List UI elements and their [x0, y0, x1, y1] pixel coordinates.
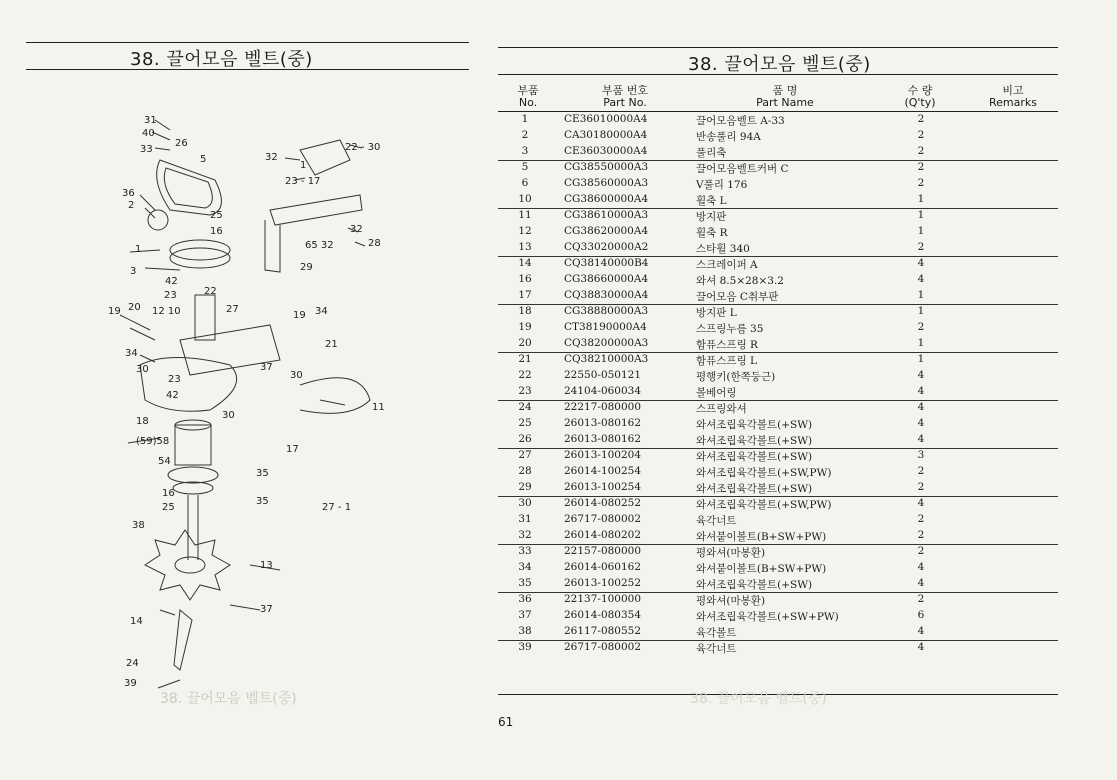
callout-16b: 16	[162, 488, 175, 499]
part-name: 스타휠 340	[696, 243, 750, 255]
table-row	[498, 433, 1058, 449]
part-no-index: 26	[518, 433, 532, 445]
part-name: 끌어모음벨트커버 C	[696, 163, 789, 175]
header-remarks-en: Remarks	[989, 96, 1037, 109]
quantity: 1	[917, 209, 925, 221]
callout-3: 3	[130, 266, 137, 277]
table-row	[498, 449, 1058, 465]
table-row	[498, 353, 1058, 369]
quantity: 4	[917, 257, 925, 269]
callout-32-1: 32	[265, 152, 278, 163]
right-title-rule-bottom	[498, 74, 1058, 75]
part-no-index: 18	[518, 305, 532, 317]
right-title-rule-top	[498, 47, 1058, 48]
part-number: 26014-060162	[564, 561, 642, 573]
part-name: 와셔조립육각볼트(+SW,PW)	[696, 499, 832, 511]
quantity: 2	[917, 593, 925, 605]
part-no-index: 36	[518, 593, 532, 605]
callout-23: 23	[164, 290, 177, 301]
callout-26: 26	[175, 138, 188, 149]
callout-25b: 25	[162, 502, 175, 513]
part-name: 육각너트	[696, 515, 737, 527]
callout-23-17: 23 - 17	[285, 176, 321, 187]
table-row	[498, 273, 1058, 289]
quantity: 2	[917, 513, 925, 525]
callout-21: 21	[325, 339, 338, 350]
part-no-index: 32	[518, 529, 532, 541]
part-number: 26117-080552	[564, 625, 642, 637]
part-number: 26013-080162	[564, 417, 642, 429]
part-name: 함퓨스프링 R	[696, 339, 758, 351]
callout-36: 36	[122, 188, 135, 199]
part-no-index: 38	[518, 625, 532, 637]
part-name: 평와셔(마봉환)	[696, 547, 766, 559]
part-no-index: 21	[518, 353, 532, 365]
header-name	[730, 85, 840, 109]
part-number: 26013-080162	[564, 433, 642, 445]
callout-65-32: 65 32	[305, 240, 334, 251]
part-name: 평와셔(마봉환)	[696, 595, 766, 607]
table-row	[498, 209, 1058, 225]
quantity: 1	[917, 353, 925, 365]
header-name-ko: 품 명	[772, 84, 798, 97]
part-number: 22137-100000	[564, 593, 642, 605]
table-row	[498, 129, 1058, 145]
part-name: 와셔조립육각볼트(+SW,PW)	[696, 467, 832, 479]
callout-34: 34	[315, 306, 328, 317]
quantity: 3	[917, 449, 925, 461]
part-no-index: 23	[518, 385, 532, 397]
part-no-index: 27	[518, 449, 532, 461]
callout-34b: 34	[125, 348, 138, 359]
part-number: 22550-050121	[564, 369, 642, 381]
quantity: 2	[917, 481, 925, 493]
callout-33: 33	[140, 144, 153, 155]
part-no-index: 39	[518, 641, 532, 653]
table-header-rule	[498, 111, 1058, 112]
quantity: 4	[917, 385, 925, 397]
part-name: 풀리축	[696, 147, 727, 159]
header-no-en: No.	[518, 96, 538, 109]
header-part-no-ko: 부품 번호	[601, 84, 648, 97]
callout-35b: 35	[256, 496, 269, 507]
table-row	[498, 145, 1058, 161]
part-no-index: 5	[521, 161, 529, 173]
part-name: 와셔조립육각볼트(+SW)	[696, 579, 813, 591]
quantity: 4	[917, 561, 925, 573]
table-row	[498, 401, 1058, 417]
callout-25: 25	[210, 210, 223, 221]
part-name: 육각볼트	[696, 627, 737, 639]
callout-16: 16	[210, 226, 223, 237]
part-no-index: 10	[518, 193, 532, 205]
table-row	[498, 305, 1058, 321]
part-no-index: 17	[518, 289, 532, 301]
table-row	[498, 625, 1058, 641]
part-no-index: 37	[518, 609, 532, 621]
callout-29: 29	[300, 262, 313, 273]
part-no-index: 3	[521, 145, 529, 157]
part-no-index: 6	[521, 177, 529, 189]
callout-1: 1	[300, 160, 307, 171]
part-no-index: 22	[518, 369, 532, 381]
header-remarks	[978, 85, 1048, 109]
part-name: 와셔조립육각볼트(+SW)	[696, 451, 813, 463]
quantity: 1	[917, 193, 925, 205]
part-no-index: 19	[518, 321, 532, 333]
quantity: 4	[917, 625, 925, 637]
table-row	[498, 257, 1058, 273]
callout-22: 22	[204, 286, 217, 297]
part-name: 와셔조립육각볼트(+SW)	[696, 419, 813, 431]
quantity: 1	[917, 225, 925, 237]
part-number: CG38610000A3	[564, 209, 649, 221]
table-row	[498, 561, 1058, 577]
part-number: 22217-080000	[564, 401, 642, 413]
table-row	[498, 289, 1058, 305]
quantity: 4	[917, 577, 925, 589]
part-name: 와셔조립육각볼트(+SW)	[696, 483, 813, 495]
header-qty-ko: 수 량	[907, 84, 933, 97]
quantity: 2	[917, 465, 925, 477]
part-name: 반송풀리 94A	[696, 131, 761, 143]
part-number: CE36010000A4	[564, 113, 648, 125]
part-number: CQ38140000B4	[564, 257, 649, 269]
callout-19: 19	[108, 306, 121, 317]
exploded-parts-diagram	[100, 100, 400, 700]
callout-39: 39	[124, 678, 137, 689]
quantity: 4	[917, 273, 925, 285]
table-row	[498, 241, 1058, 257]
callout-22-30: 22 - 30	[345, 142, 381, 153]
quantity: 4	[917, 433, 925, 445]
part-no-index: 30	[518, 497, 532, 509]
table-row	[498, 609, 1058, 625]
quantity: 1	[917, 289, 925, 301]
table-row	[498, 225, 1058, 241]
part-number: CQ38210000A3	[564, 353, 649, 365]
part-name: 와셔조립육각볼트(+SW+PW)	[696, 611, 839, 623]
part-number: 22157-080000	[564, 545, 642, 557]
part-number: CG38620000A4	[564, 225, 649, 237]
callout-37b: 37	[260, 604, 273, 615]
part-no-index: 13	[518, 241, 532, 253]
part-number: 26717-080002	[564, 513, 642, 525]
part-no-index: 14	[518, 257, 532, 269]
part-name: 평행키(한쪽둥근)	[696, 371, 776, 383]
quantity: 4	[917, 641, 925, 653]
quantity: 2	[917, 177, 925, 189]
quantity: 2	[917, 161, 925, 173]
callout-11: 11	[372, 402, 385, 413]
part-name: 방지판	[696, 211, 727, 223]
callout-13: 13	[260, 560, 273, 571]
callout-27: 27	[226, 304, 239, 315]
part-name: 볼베어링	[696, 387, 737, 399]
part-number: 24104-060034	[564, 385, 642, 397]
quantity: 2	[917, 145, 925, 157]
part-number: 26013-100252	[564, 577, 642, 589]
table-row	[498, 545, 1058, 561]
part-name: 스프링누름 35	[696, 323, 764, 335]
table-row	[498, 161, 1058, 177]
page-number: 61	[498, 715, 514, 729]
part-name: 휠축 R	[696, 227, 728, 239]
header-no-ko: 부품	[517, 84, 539, 97]
table-row	[498, 465, 1058, 481]
part-number: CA30180000A4	[564, 129, 648, 141]
left-title-rule-top	[26, 42, 469, 43]
part-name: 휠축 L	[696, 195, 727, 207]
table-row	[498, 177, 1058, 193]
table-row	[498, 513, 1058, 529]
callout-1b: 1	[135, 244, 142, 255]
quantity: 1	[917, 305, 925, 317]
part-number: CE36030000A4	[564, 145, 648, 157]
callout-42b: 42	[166, 390, 179, 401]
part-number: CG38550000A3	[564, 161, 649, 173]
part-name: 스크레이퍼 A	[696, 259, 758, 271]
quantity: 6	[917, 609, 925, 621]
part-name: 와셔 8.5×28×3.2	[696, 275, 784, 287]
callout-30: 30	[136, 364, 149, 375]
part-number: CT38190000A4	[564, 321, 647, 333]
part-no-index: 28	[518, 465, 532, 477]
part-number: 26014-080354	[564, 609, 642, 621]
part-no-index: 12	[518, 225, 532, 237]
table-row	[498, 529, 1058, 545]
table-row	[498, 369, 1058, 385]
header-part-no-en: Part No.	[603, 96, 647, 109]
callout-40: 40	[142, 128, 155, 139]
part-number: 26014-080202	[564, 529, 642, 541]
quantity: 1	[917, 337, 925, 349]
table-row	[498, 417, 1058, 433]
table-row	[498, 337, 1058, 353]
callout-24: 24	[126, 658, 139, 669]
part-number: CG38560000A3	[564, 177, 649, 189]
table-row	[498, 577, 1058, 593]
part-no-index: 34	[518, 561, 532, 573]
table-row	[498, 385, 1058, 401]
quantity: 2	[917, 529, 925, 541]
part-number: CQ33020000A2	[564, 241, 649, 253]
header-no	[508, 85, 548, 109]
callout-18: 18	[136, 416, 149, 427]
part-name: 와셔붙이볼트(B+SW+PW)	[696, 531, 827, 543]
quantity: 2	[917, 241, 925, 253]
callout-38: 38	[132, 520, 145, 531]
part-number: CQ38200000A3	[564, 337, 649, 349]
part-name: 함퓨스프링 L	[696, 355, 758, 367]
part-no-index: 33	[518, 545, 532, 557]
part-number: CG38600000A4	[564, 193, 649, 205]
right-ghost-title: 38. 끌어모음 벨트(중)	[690, 691, 827, 707]
quantity: 2	[917, 545, 925, 557]
part-name: 끌어모음 C취부판	[696, 291, 779, 303]
part-name: 와셔조립육각볼트(+SW)	[696, 435, 813, 447]
callout-27-1: 27 - 1	[322, 502, 352, 513]
callout-20: 20	[128, 302, 141, 313]
quantity: 4	[917, 401, 925, 413]
quantity: 4	[917, 369, 925, 381]
callout-54: 54	[158, 456, 171, 467]
table-row	[498, 113, 1058, 129]
callout-17: 17	[286, 444, 299, 455]
callout-35: 35	[256, 468, 269, 479]
part-name: V풀리 176	[696, 179, 748, 191]
part-no-index: 20	[518, 337, 532, 349]
header-qty-en: (Q'ty)	[904, 96, 936, 109]
left-title-rule-bottom	[26, 69, 469, 70]
left-page-title: 38. 끌어모음 벨트(중)	[130, 49, 313, 70]
table-row	[498, 481, 1058, 497]
table-row	[498, 321, 1058, 337]
table-row	[498, 593, 1058, 609]
part-number: CQ38830000A4	[564, 289, 649, 301]
quantity: 4	[917, 417, 925, 429]
quantity: 2	[917, 321, 925, 333]
header-name-en: Part Name	[756, 96, 814, 109]
part-no-index: 16	[518, 273, 532, 285]
part-no-index: 2	[521, 129, 529, 141]
header-qty	[895, 85, 945, 109]
callout-28: 28	[368, 238, 381, 249]
callout-5: 5	[200, 154, 207, 165]
callout-19b: 19	[293, 310, 306, 321]
part-no-index: 1	[521, 113, 529, 125]
callout-30b: 30	[290, 370, 303, 381]
part-number: 26717-080002	[564, 641, 642, 653]
callout-23b: 23	[168, 374, 181, 385]
callout-59-58: (59)58	[136, 436, 170, 447]
callout-42: 42	[165, 276, 178, 287]
table-row	[498, 641, 1058, 657]
quantity: 4	[917, 497, 925, 509]
part-number: CG38660000A4	[564, 273, 649, 285]
callout-12-10: 12 10	[152, 306, 181, 317]
part-name: 끌어모음벨트 A-33	[696, 115, 785, 127]
right-page-title: 38. 끌어모음 벨트(중)	[688, 54, 871, 75]
callout-2: 2	[128, 200, 135, 211]
left-ghost-title: 38. 끌어모음 벨트(중)	[160, 691, 297, 707]
callout-37: 37	[260, 362, 273, 373]
table-row	[498, 497, 1058, 513]
part-no-index: 35	[518, 577, 532, 589]
table-row	[498, 193, 1058, 209]
part-number: 26013-100204	[564, 449, 642, 461]
part-no-index: 31	[518, 513, 532, 525]
part-no-index: 25	[518, 417, 532, 429]
part-number: CG38880000A3	[564, 305, 649, 317]
callout-32: 32	[350, 224, 363, 235]
header-part-no	[580, 85, 670, 109]
part-number: 26013-100254	[564, 481, 642, 493]
quantity: 2	[917, 129, 925, 141]
part-name: 육각너트	[696, 643, 737, 655]
callout-30c: 30	[222, 410, 235, 421]
part-no-index: 24	[518, 401, 532, 413]
part-name: 와셔붙이볼트(B+SW+PW)	[696, 563, 827, 575]
quantity: 2	[917, 113, 925, 125]
callout-14: 14	[130, 616, 143, 627]
callout-31: 31	[144, 115, 157, 126]
part-name: 스프링와셔	[696, 403, 747, 415]
part-number: 26014-080252	[564, 497, 642, 509]
part-no-index: 11	[518, 209, 532, 221]
part-name: 방지판 L	[696, 307, 737, 319]
header-remarks-ko: 비고	[1002, 84, 1024, 97]
part-number: 26014-100254	[564, 465, 642, 477]
part-no-index: 29	[518, 481, 532, 493]
